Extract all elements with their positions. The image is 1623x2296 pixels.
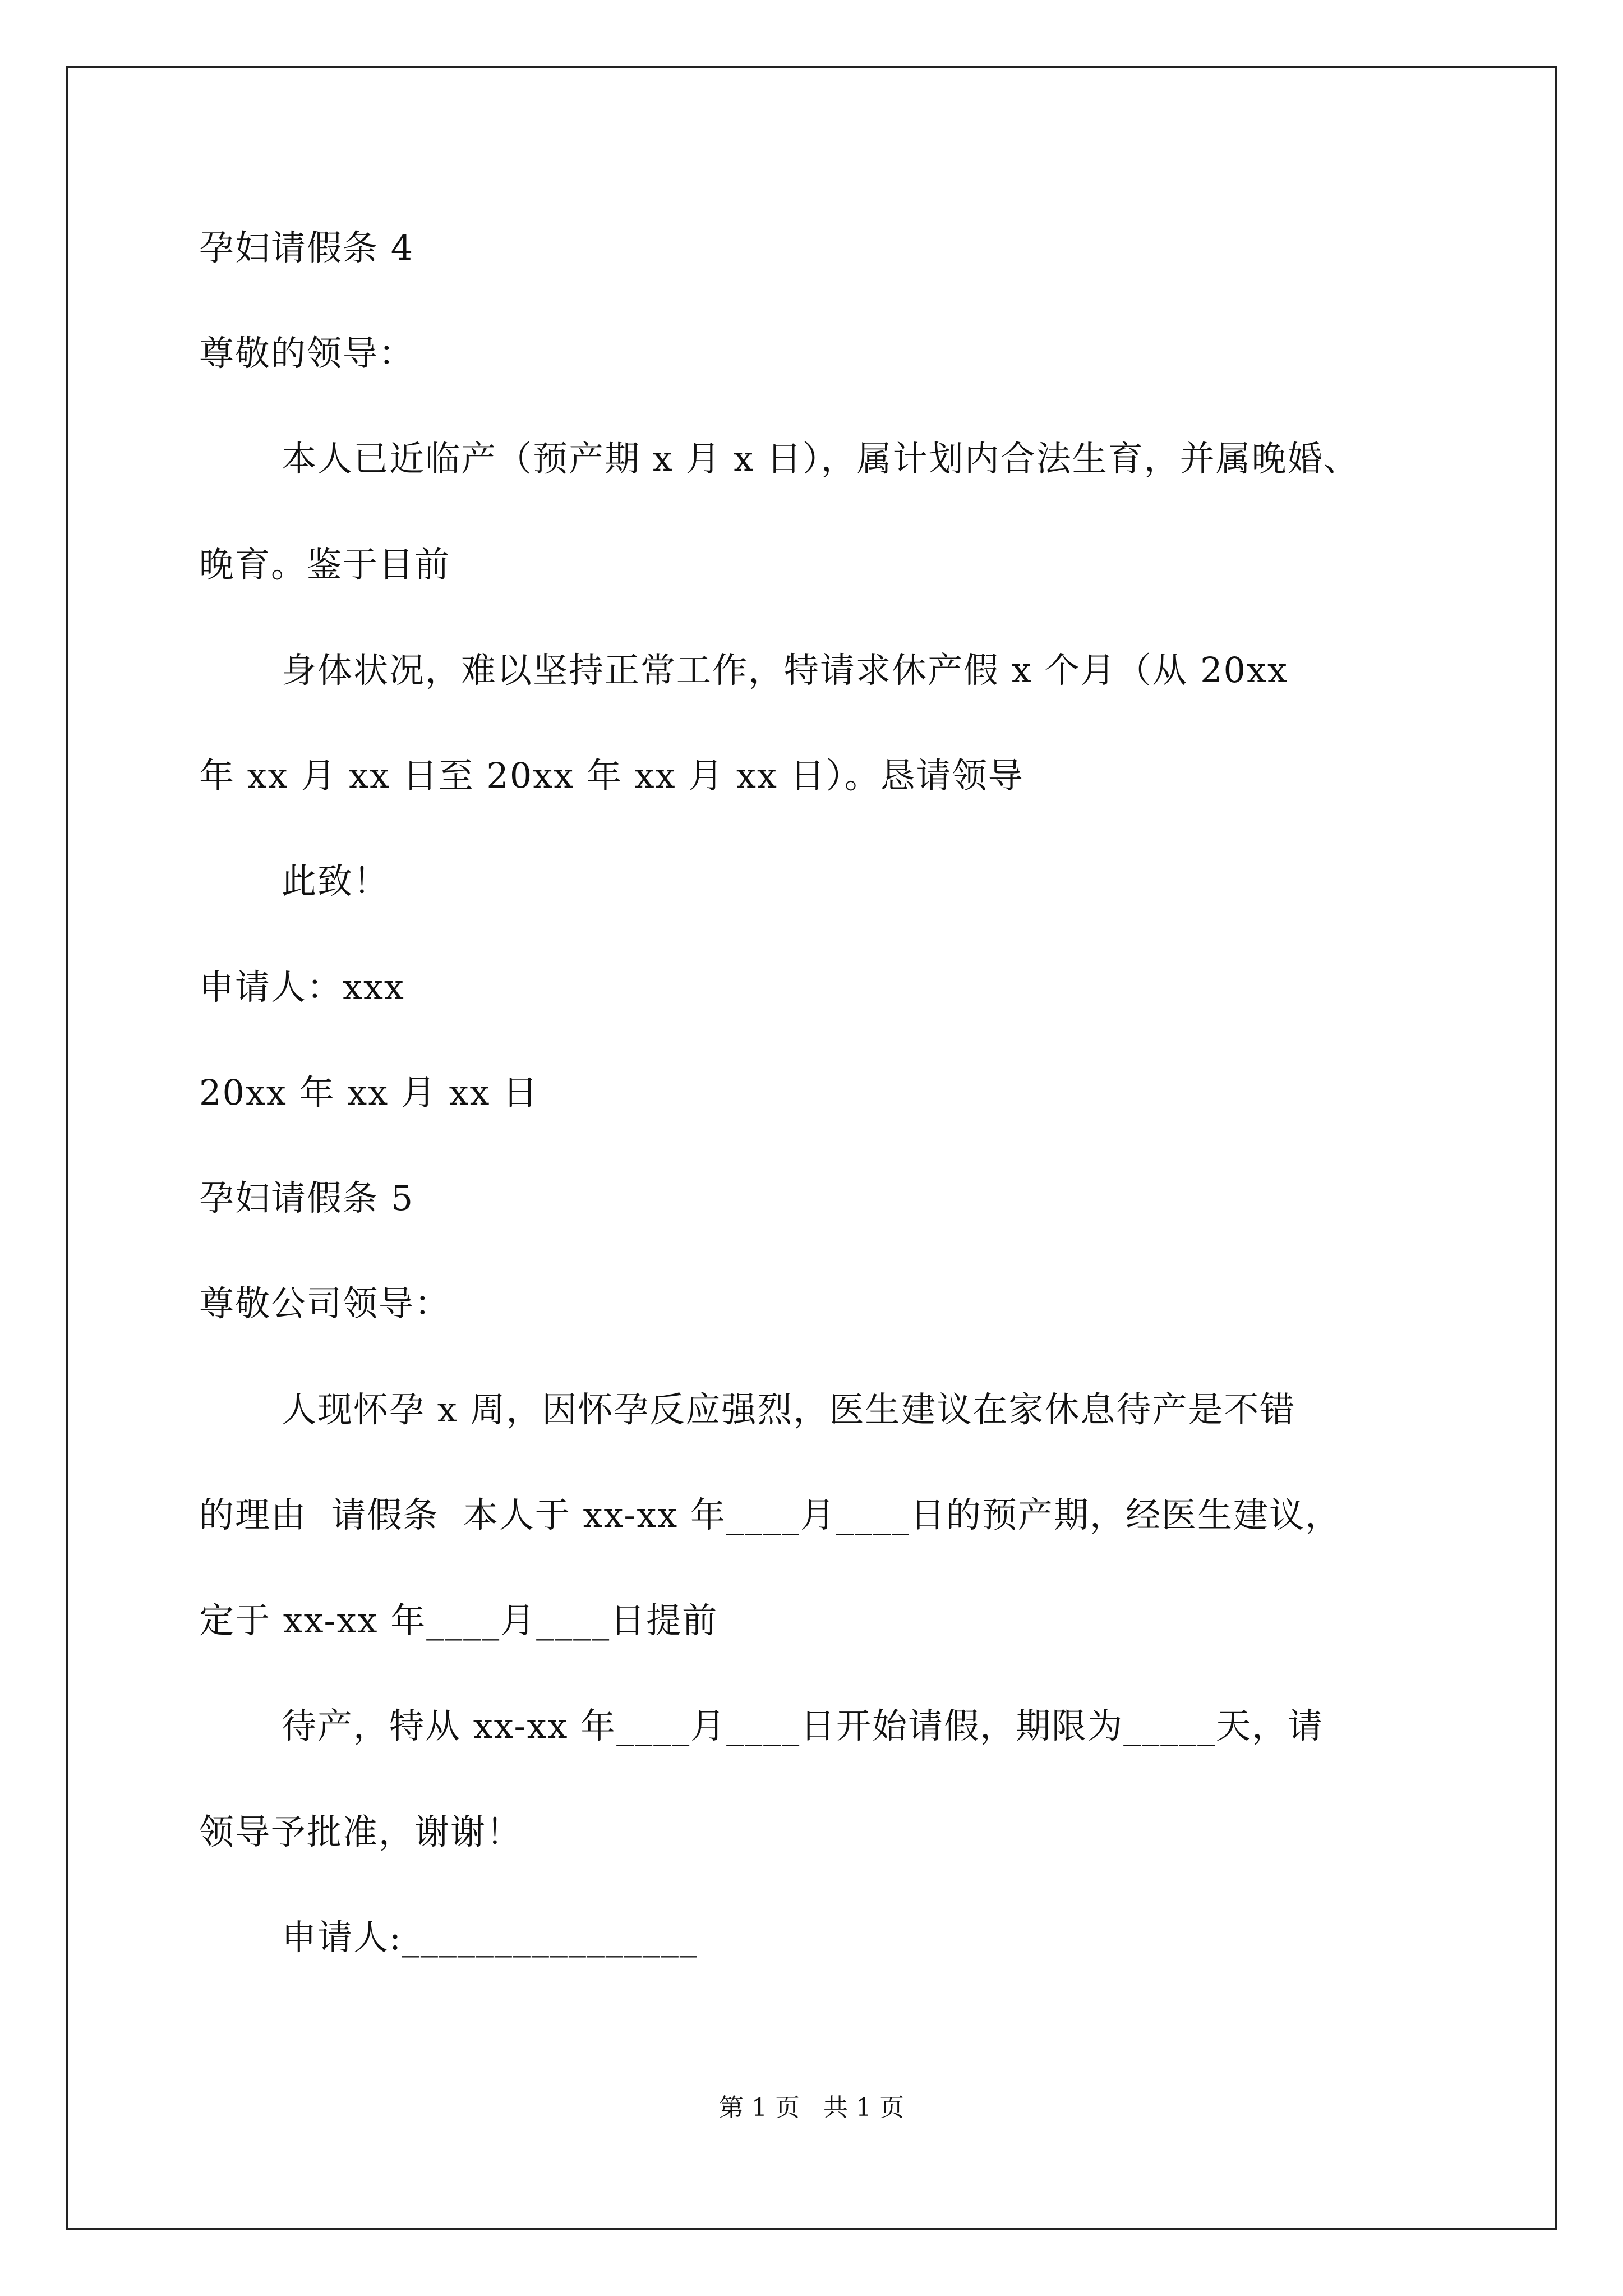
body-line: 本人已近临产（预产期 x 月 x 日），属计划内合法生育，并属晚婚、 — [282, 438, 1359, 479]
body-line: 身体状况，难以坚持正常工作，特请求休产假 x 个月（从 20xx — [282, 650, 1288, 691]
section-title-5: 孕妇请假条 5 — [199, 1177, 414, 1218]
body-line: 晚育。鉴于目前 — [199, 544, 451, 585]
body-line: 领导予批准，谢谢！ — [199, 1811, 523, 1852]
page-number: 第 1 页 共 1 页 — [719, 2093, 904, 2122]
page-frame — [66, 66, 1557, 2230]
body-line: 人现怀孕 x 周，因怀孕反应强烈，医生建议在家休息待产是不错 — [282, 1389, 1296, 1430]
closing-line: 此致！ — [282, 861, 390, 901]
salutation: 尊敬的领导： — [199, 333, 415, 374]
body-line: 待产，特从 xx-xx 年____月____日开始请假，期限为_____天，请 — [282, 1705, 1324, 1746]
date-line: 20xx 年 xx 月 xx 日 — [199, 1072, 539, 1113]
body-line: 定于 xx-xx 年____月____日提前 — [199, 1600, 718, 1641]
body-line: 的理由 请假条 本人于 xx-xx 年____月____日的预产期，经医生建议， — [199, 1494, 1341, 1535]
section-title-4: 孕妇请假条 4 — [199, 227, 414, 268]
body-line: 年 xx 月 xx 日至 20xx 年 xx 月 xx 日）。恳请领导 — [199, 755, 1024, 796]
applicant-line: 申请人：xxx — [199, 967, 405, 1007]
applicant-signature-line: 申请人:________________ — [282, 1917, 698, 1958]
salutation: 尊敬公司领导： — [199, 1283, 451, 1324]
